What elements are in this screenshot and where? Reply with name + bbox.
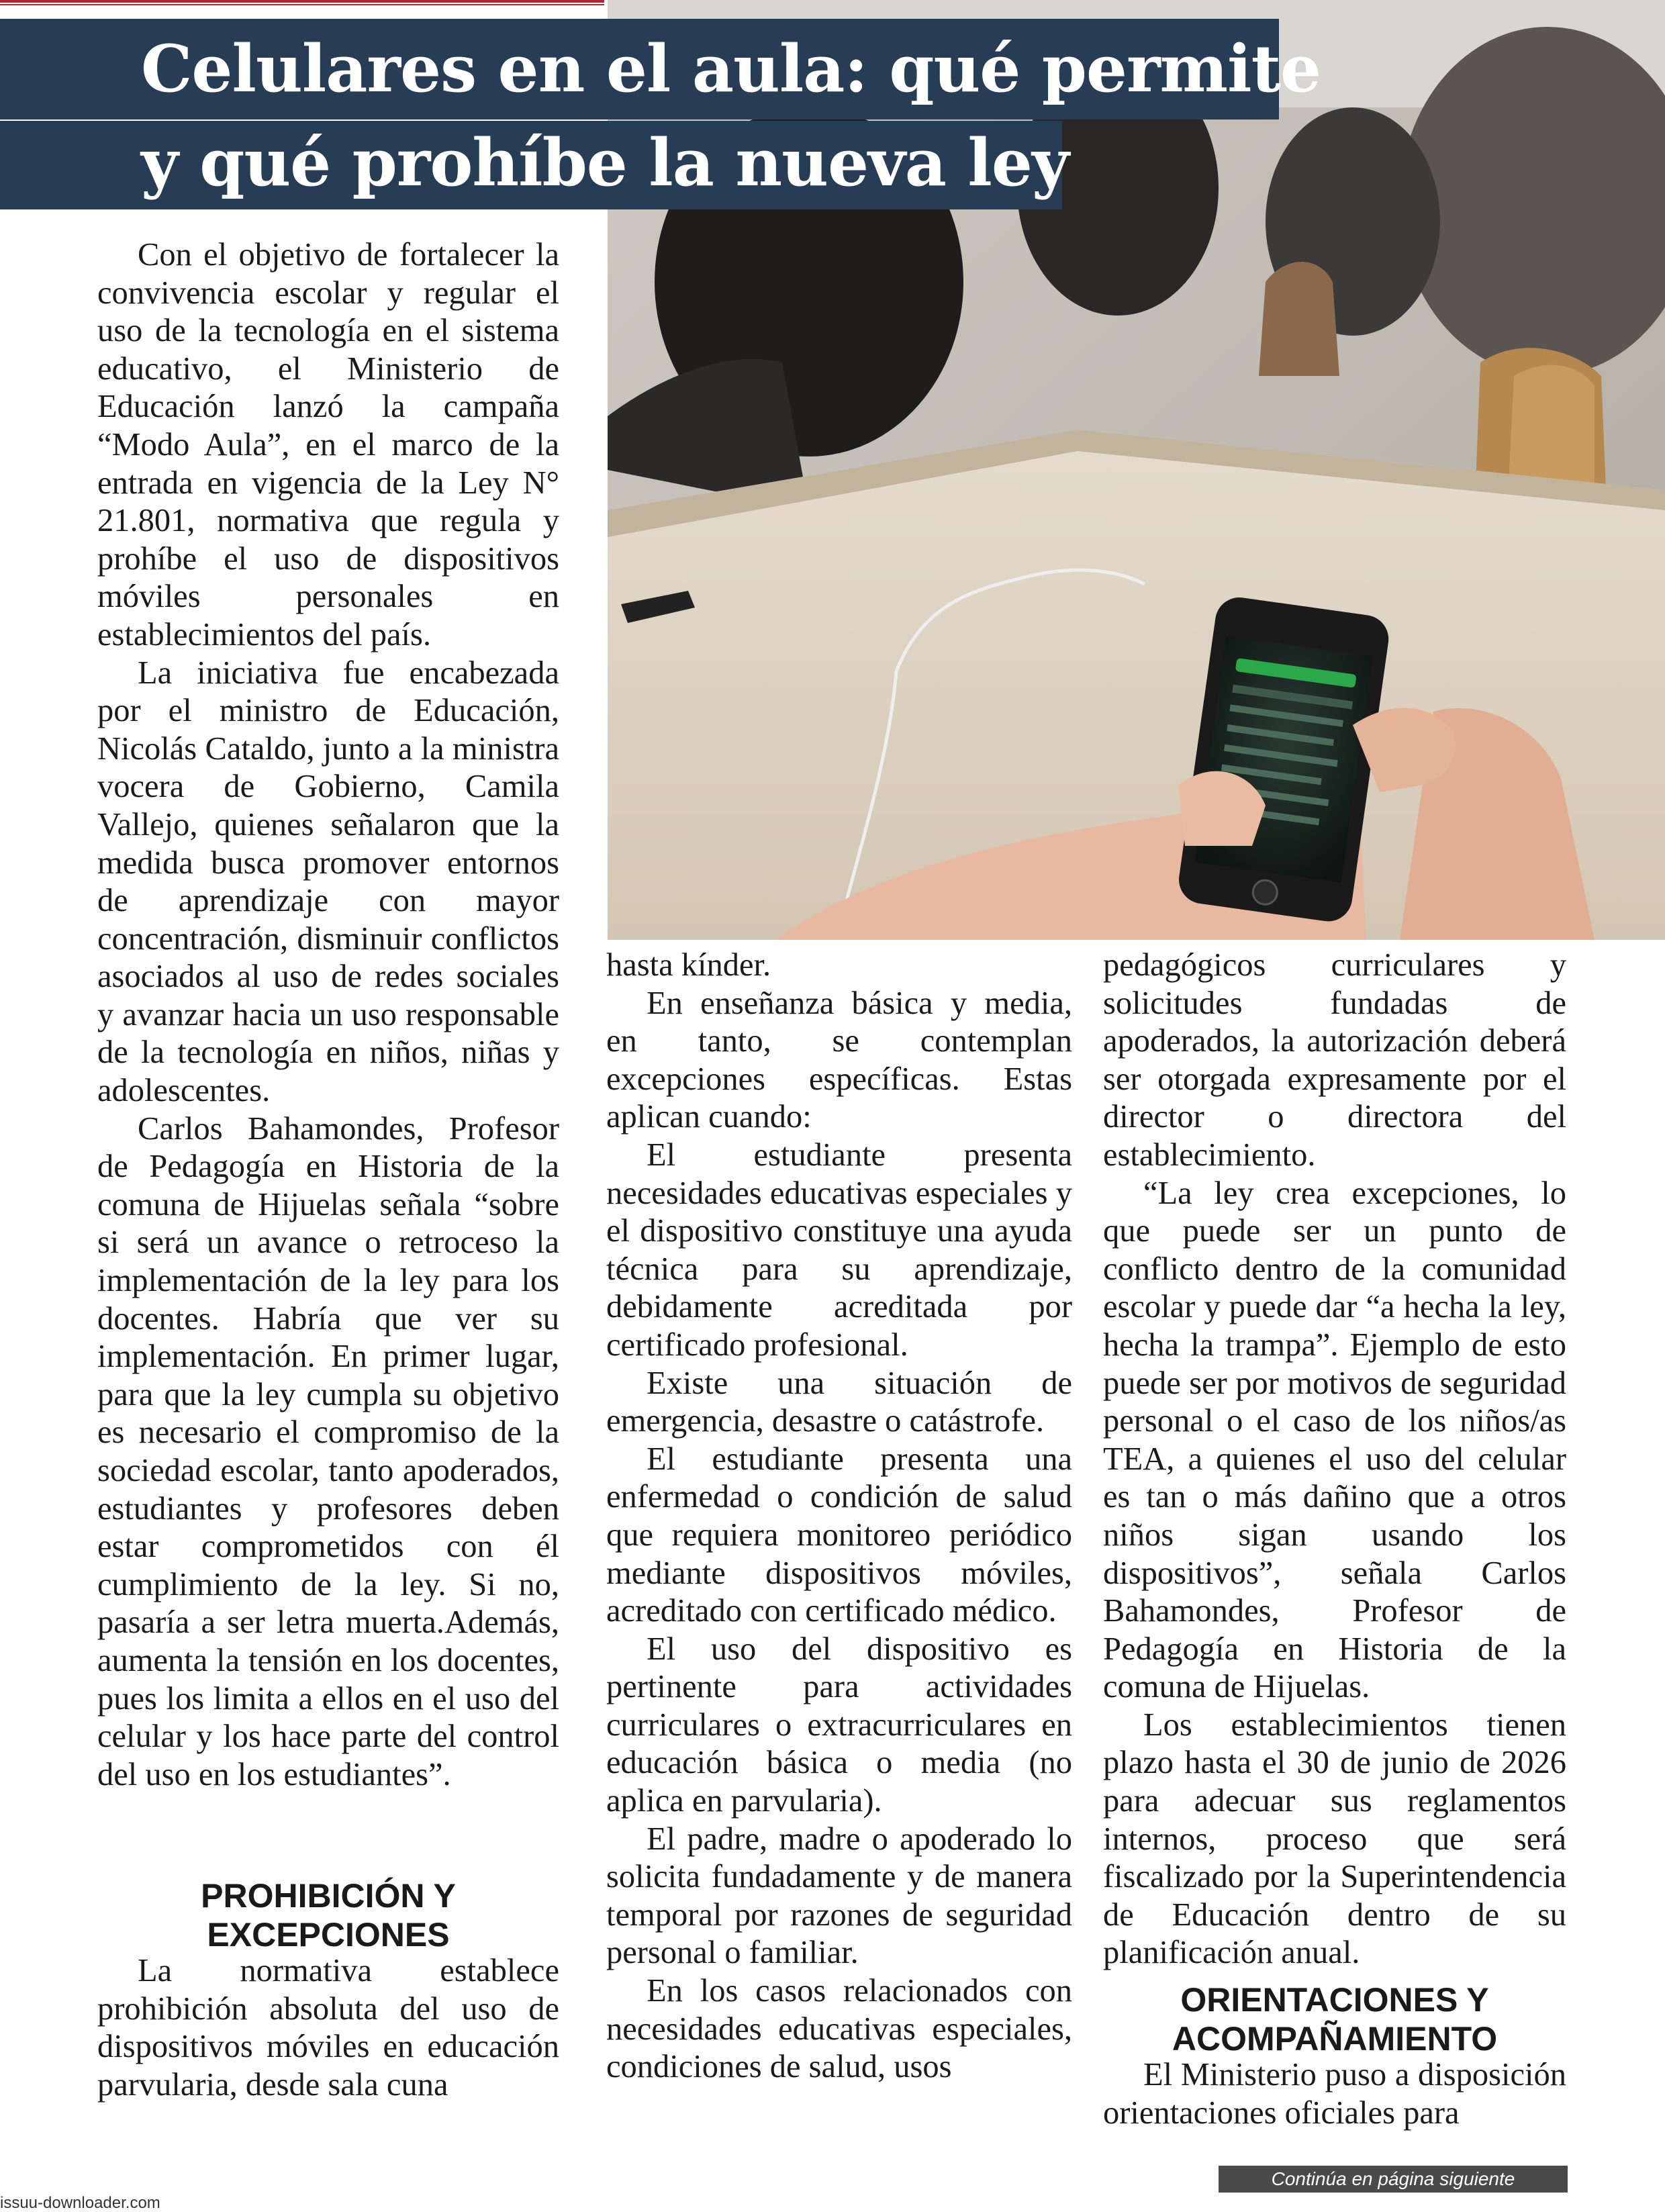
- watermark: issuu-downloader.com: [0, 2194, 160, 2212]
- paragraph: Carlos Bahamondes, Profesor de Pedagogía en Historia de la comuna de Hijuelas señala “sobre si será un avance o retroceso la implementación de la ley para los docentes. Habría que ver su implementación. En primer lugar, para que la ley cumpla su objetivo es necesario el compromiso de la sociedad escolar, tanto apoderados, estudiantes y profesores deben estar comprometidos con él cumplimiento de la ley. Si no, pasaría a ser letra muerta.Además, aumenta la tensión en los docentes, pues los limita a ellos en el uso del celular y los hace parte del control del uso en los estudiantes”.: [97, 1110, 559, 1792]
- paragraph: La normativa establece prohibición absoluta del uso de dispositivos móviles en educación parvularia, desde sala cuna: [97, 1953, 559, 2103]
- headline-line-2: y qué prohíbe la nueva ley: [0, 121, 1062, 209]
- paragraph: El padre, madre o apoderado lo solicita fundadamente y de manera temporal por razones de seguridad personal o familiar.: [606, 1821, 1072, 1971]
- paragraph: Con el objetivo de fortalecer la convivencia escolar y regular el uso de la tecnología en el sistema educativo, el Ministerio de Educación lanzó la campaña “Modo Aula”, en el marco de la entrada en vigencia de la Ley N° 21.801, normativa que regula y prohíbe el uso de dispositivos móviles personales en establecimientos del país.: [97, 237, 559, 653]
- paragraph: El estudiante presenta necesidades educativas especiales y el dispositivo constituye una ayuda técnica para su aprendizaje, debidamente acreditada por certificado profesional.: [606, 1137, 1072, 1363]
- paragraph: En enseñanza básica y media, en tanto, se contemplan excepciones específicas. Estas aplican cuando:: [606, 985, 1072, 1135]
- article-column-3-bottom: [1103, 2056, 1566, 2132]
- paragraph: El estudiante presenta una enfermedad o condición de salud que requiera monitoreo periódico mediante dispositivos móviles, acreditado con certificado médico.: [606, 1441, 1072, 1629]
- paragraph-continuation: hasta kínder.: [606, 947, 771, 983]
- headline-line-1: Celulares en el aula: qué permite: [0, 19, 1279, 119]
- continues-next-page-label: Continúa en página siguiente: [1219, 2166, 1568, 2193]
- paragraph: “La ley crea excepciones, lo que puede ser un punto de conflicto dentro de la comunidad escolar y puede dar “a hecha la ley, hecha la trampa”. Ejemplo de esto puede ser por motivos de seguridad personal o el caso de los niños/as TEA, a quienes el uso del celular es tan o más dañino que a otros niños sigan usando los dispositivos”, señala Carlos Bahamondes, Profesor de Pedagogía en Historia de la comuna de Hijuelas.: [1103, 1175, 1566, 1705]
- article-column-1: [97, 236, 559, 1794]
- paragraph: La iniciativa fue encabezada por el ministro de Educación, Nicolás Cataldo, junto a la ministra vocera de Gobierno, Camila Vallejo, quienes señalaron que la medida busca promover entornos de aprendizaje con mayor concentración, disminuir conflictos asociados al uso de redes sociales y avanzar hacia un uso responsable de la tecnología en niños, niñas y adolescentes.: [97, 655, 559, 1109]
- subheading-orientaciones: ORIENTACIONES Y ACOMPAÑAMIENTO: [1172, 1981, 1498, 2058]
- paragraph: El Ministerio puso a disposición orientaciones oficiales para: [1103, 2057, 1566, 2131]
- subheading-prohibicion: PROHIBICIÓN Y EXCEPCIONES: [201, 1877, 456, 1954]
- paragraph: Existe una situación de emergencia, desastre o catástrofe.: [606, 1365, 1072, 1439]
- paragraph: En los casos relacionados con necesidades educativas especiales, condiciones de salud, usos: [606, 1973, 1072, 2085]
- paragraph: El uso del dispositivo es pertinente para actividades curriculares o extracurriculares en educación básica o media (no aplica en parvularia).: [606, 1631, 1072, 1819]
- article-column-2: [606, 947, 1072, 2086]
- paragraph-continuation: pedagógicos curriculares y solicitudes fundadas de apoderados, la autorización deberá ser otorgada expresamente por el director o directora del establecimiento.: [1103, 947, 1566, 1173]
- paragraph: Los establecimientos tienen plazo hasta el 30 de junio de 2026 para adecuar sus reglamentos internos, proceso que será fiscalizado por la Superintendencia de Educación dentro de su planificación anual.: [1103, 1706, 1566, 1971]
- article-column-1-bottom: [97, 1952, 559, 2104]
- top-rule-decoration: [0, 0, 604, 8]
- article-column-3: [1103, 947, 1566, 1972]
